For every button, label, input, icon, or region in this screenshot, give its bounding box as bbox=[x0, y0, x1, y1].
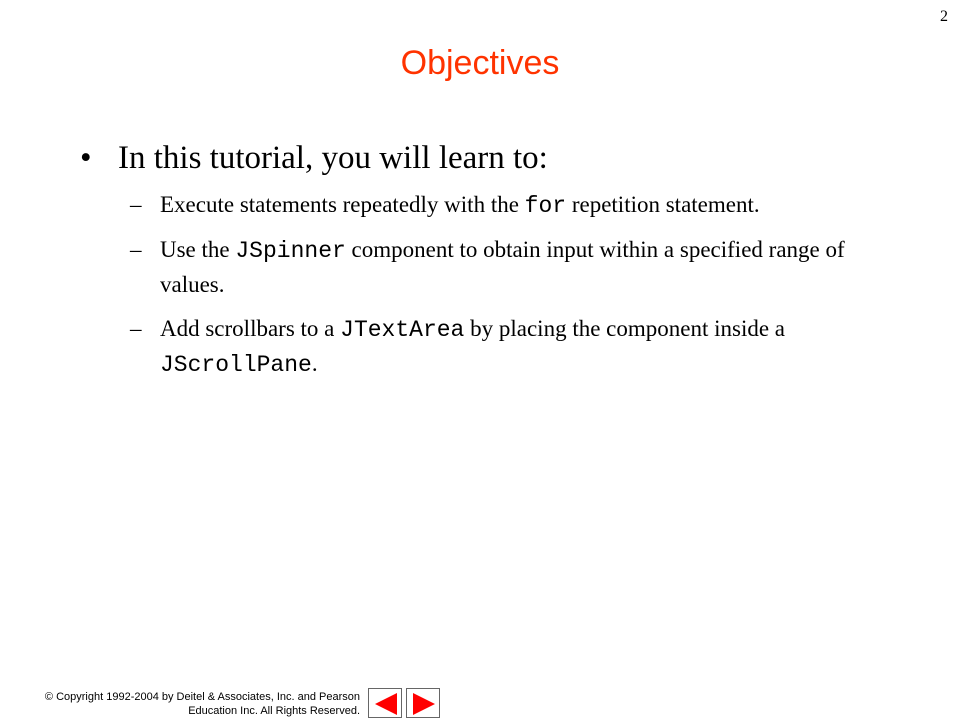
sub-item-dash: – bbox=[130, 192, 142, 217]
text-run: Add scrollbars to a bbox=[160, 316, 341, 341]
sub-item-text bbox=[160, 188, 760, 223]
copyright-line-1: © Copyright 1992-2004 by Deitel & Associates, Inc. and Pearson bbox=[44, 691, 360, 703]
slide-title: Objectives bbox=[400, 44, 560, 82]
previous-slide-button[interactable] bbox=[368, 688, 402, 718]
main-bullet bbox=[80, 138, 920, 178]
next-slide-icon bbox=[407, 689, 441, 719]
sub-item-text bbox=[160, 312, 850, 382]
next-slide-button[interactable] bbox=[406, 688, 440, 718]
copyright-footer bbox=[10, 690, 360, 718]
sub-item-dash: – bbox=[130, 316, 142, 341]
copyright-line-2: Education Inc. All Rights Reserved. bbox=[188, 705, 360, 717]
text-run: Use the bbox=[160, 237, 236, 262]
code-jspinner: JSpinner bbox=[235, 238, 346, 264]
previous-slide-icon bbox=[369, 689, 403, 719]
text-run: by placing the component inside a bbox=[464, 316, 786, 341]
sub-item-jspinner bbox=[130, 233, 850, 302]
text-run: repetition statement. bbox=[566, 192, 760, 217]
bullet-dot: • bbox=[80, 140, 92, 176]
code-jtextarea: JTextArea bbox=[340, 317, 465, 343]
text-run: component to obtain input within a specified range of values. bbox=[160, 237, 845, 297]
code-for: for bbox=[524, 193, 567, 219]
sub-item-dash: – bbox=[130, 237, 142, 262]
sub-item-text bbox=[160, 233, 850, 302]
page-number: 2 bbox=[940, 8, 948, 25]
text-run: . bbox=[311, 351, 318, 376]
sub-item-for bbox=[130, 188, 850, 223]
slide-content bbox=[80, 138, 920, 392]
sub-item-jscrollpane bbox=[130, 312, 850, 382]
main-bullet-text: In this tutorial, you will learn to: bbox=[118, 140, 548, 176]
text-run: Execute statements repeatedly with the bbox=[160, 192, 525, 217]
code-jscrollpane: JScrollPane bbox=[160, 352, 312, 378]
